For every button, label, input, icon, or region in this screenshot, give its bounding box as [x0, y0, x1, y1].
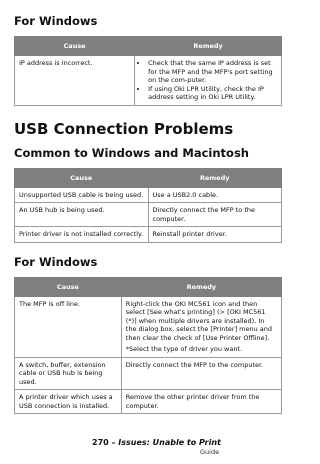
table-row — [15, 357, 282, 390]
remedy-cell: Directly connect the MFP to the computer. — [148, 203, 282, 227]
cause-column-header: Cause — [15, 277, 122, 296]
remedy-cell: Reinstall printer driver. — [148, 227, 282, 243]
usb-problems-heading: USB Connection Problems — [14, 119, 234, 138]
cause-cell: A printer driver which uses a USB connection is installed. — [15, 390, 122, 414]
page-number: 270 — [92, 438, 109, 447]
remedy-column-header: Remedy — [135, 37, 282, 56]
remedy-bullet: • If using Oki LPR Utility, check the IP address setting in Oki LPR Utility. — [148, 85, 277, 102]
chapter-title: Issues: Unable to Print — [118, 438, 221, 447]
remedy-cell — [121, 296, 281, 357]
cause-cell: IP address is incorrect. — [15, 56, 135, 106]
cause-cell: Unsupported USB cable is being used. — [15, 187, 149, 203]
footer-title — [92, 438, 221, 448]
usb-windows-table — [14, 277, 282, 415]
remedy-column-header: Remedy — [121, 277, 281, 296]
table-row — [15, 227, 282, 243]
footer-separator: – — [111, 438, 116, 447]
usb-common-table — [14, 168, 282, 243]
table-row — [15, 187, 282, 203]
cause-cell: The MFP is off line. — [15, 296, 122, 357]
cause-column-header: Cause — [15, 37, 135, 56]
cause-column-header: Cause — [15, 168, 149, 187]
cause-cell: An USB hub is being used. — [15, 203, 149, 227]
section-heading-for-windows: For Windows — [14, 14, 98, 28]
section-heading-common: Common to Windows and Macintosh — [14, 145, 249, 160]
remedy-cell: Directly connect the MFP to the computer. — [121, 357, 281, 390]
table-row — [15, 390, 282, 414]
ip-issue-table — [14, 36, 282, 106]
remedy-bullet: • Check that the same IP address is set for the MFP and the MFP's port setting on the com-puter. — [148, 59, 277, 85]
remedy-cell: Remove the other printer driver from the computer. — [121, 390, 281, 414]
remedy-note: *Select the type of driver you want. — [125, 345, 243, 353]
remedy-cell — [135, 56, 282, 106]
document-page — [14, 14, 282, 414]
cause-cell: A switch, buffer, extension cable or USB hub is being used. — [15, 357, 122, 390]
table-row — [15, 203, 282, 227]
guide-label: Guide — [200, 448, 220, 456]
section-heading-for-windows-usb: For Windows — [14, 254, 98, 269]
page-footer — [0, 438, 300, 464]
table-row — [15, 296, 282, 357]
remedy-cell: Use a USB2.0 cable. — [148, 187, 282, 203]
cause-cell: Printer driver is not installed correctly. — [15, 227, 149, 243]
remedy-text: Right-click the OKI MC561 icon and then select [See what's printing] (> [OKI MC561 (*)] when multiple drivers are installed). In the dialog box, select the [Printer] menu and then clear the check of [Use Printer Offline]. — [125, 299, 273, 342]
table-row — [15, 56, 282, 106]
remedy-column-header: Remedy — [148, 168, 282, 187]
